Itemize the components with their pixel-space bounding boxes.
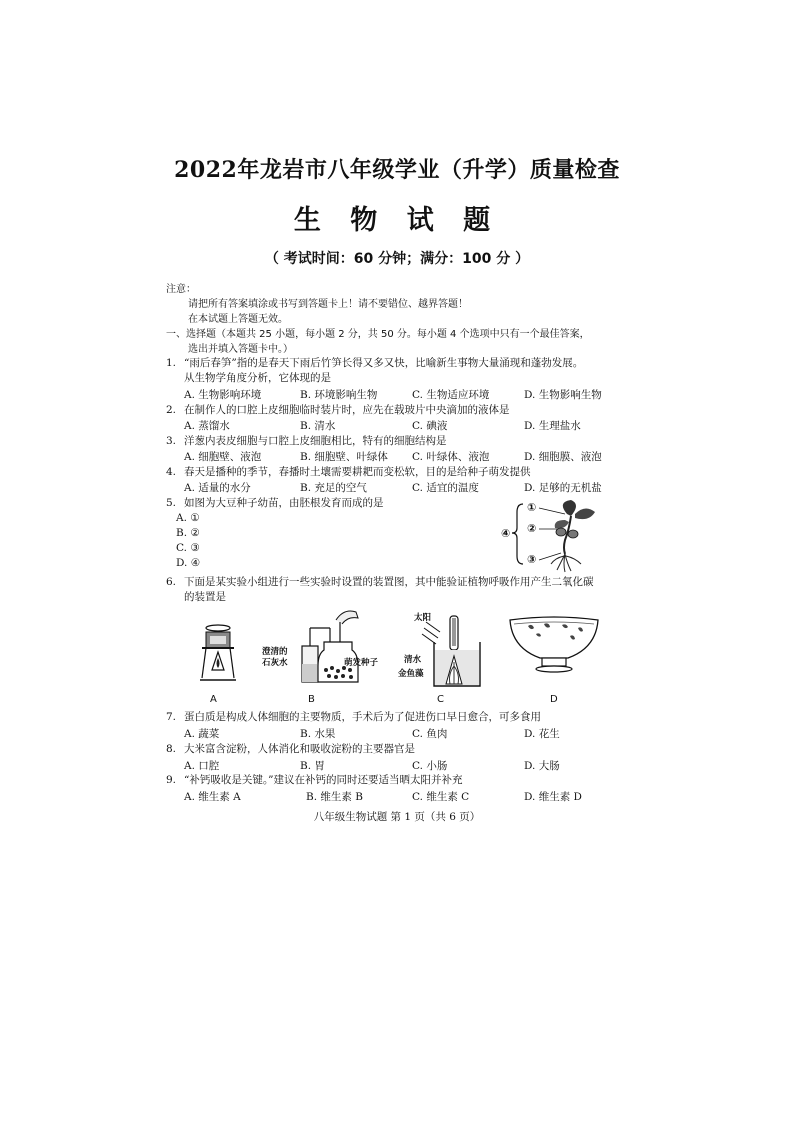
question-8-option-b[interactable]: B. 胃 <box>300 760 325 772</box>
question-6-stem-cont: 的装置是 <box>184 591 226 603</box>
label-water: 清水 <box>404 655 422 665</box>
question-1-option-a[interactable]: A. 生物影响环境 <box>184 389 262 401</box>
exam-title: 2022年龙岩市八年级学业（升学）质量检查 <box>174 157 620 183</box>
apparatus-b-figure <box>296 606 364 688</box>
question-1-option-d[interactable]: D. 生物影响生物 <box>524 389 602 401</box>
question-6-stem: 下面是某实验小组进行一些实验时设置的装置图，其中能验证植物呼吸作用产生二氧化碳 <box>184 576 594 588</box>
notice-label: 注意： <box>166 284 196 295</box>
question-5-number: 5. <box>166 497 177 509</box>
question-5-option-b[interactable]: B. ② <box>176 527 200 539</box>
figure-caption-a: A <box>210 694 217 705</box>
figure-caption-c: C <box>437 694 444 705</box>
question-1-option-b[interactable]: B. 环境影响生物 <box>300 389 378 401</box>
question-4-option-c[interactable]: C. 适宜的温度 <box>412 482 479 494</box>
question-7-option-c[interactable]: C. 鱼肉 <box>412 728 448 740</box>
seedling-label-3: ③ <box>527 553 537 566</box>
question-3-option-b[interactable]: B. 细胞壁、叶绿体 <box>300 451 388 463</box>
question-2-option-d[interactable]: D. 生理盐水 <box>524 420 581 432</box>
label-sun: 太阳 <box>414 613 432 623</box>
question-9-stem: “补钙吸收是关键。”建议在补钙的同时还要适当晒太阳并补充 <box>184 774 463 786</box>
page-footer: 八年级生物试题 第 1 页（共 6 页） <box>313 811 481 823</box>
question-8-option-a[interactable]: A. 口腔 <box>184 760 220 772</box>
question-1-stem-cont: 从生物学角度分析，它体现的是 <box>184 372 331 384</box>
question-1-number: 1. <box>166 357 177 369</box>
seedling-label-1: ① <box>527 501 537 514</box>
question-8-option-c[interactable]: C. 小肠 <box>412 760 448 772</box>
question-9-number: 9. <box>166 774 177 786</box>
question-5-option-a[interactable]: A. ① <box>176 512 200 524</box>
question-5-option-d[interactable]: D. ④ <box>176 557 201 569</box>
question-9-option-b[interactable]: B. 维生素 B <box>306 791 363 803</box>
section-heading-cont: 选出并填入答题卡中。） <box>188 344 293 355</box>
question-3-option-d[interactable]: D. 细胞膜、液泡 <box>524 451 602 463</box>
question-1-option-c[interactable]: C. 生物适应环境 <box>412 389 490 401</box>
label-lime-water-2: 石灰水 <box>262 658 288 668</box>
question-7-option-b[interactable]: B. 水果 <box>300 728 336 740</box>
question-2-option-c[interactable]: C. 碘液 <box>412 420 448 432</box>
question-9-option-a[interactable]: A. 维生素 A <box>184 791 241 803</box>
question-7-option-a[interactable]: A. 蔬菜 <box>184 728 220 740</box>
question-4-option-a[interactable]: A. 适量的水分 <box>184 482 251 494</box>
question-4-option-d[interactable]: D. 足够的无机盐 <box>524 482 602 494</box>
label-lime-water: 澄清的 <box>262 647 288 657</box>
question-4-number: 4. <box>166 466 177 478</box>
apparatus-a-figure <box>198 622 238 688</box>
figure-caption-d: D <box>550 694 558 705</box>
figure-caption-b: B <box>308 694 315 705</box>
label-germinating-seeds: 萌发种子 <box>344 658 379 668</box>
question-4-option-b[interactable]: B. 充足的空气 <box>300 482 367 494</box>
question-8-option-d[interactable]: D. 大肠 <box>524 760 560 772</box>
seedling-label-2: ② <box>527 522 537 535</box>
notice-line2: 在本试题上答题无效。 <box>188 314 288 325</box>
notice-line1: 请把所有答案填涂或书写到答题卡上！请不要错位、越界答题！ <box>188 299 468 310</box>
question-7-number: 7. <box>166 711 177 723</box>
question-2-stem: 在制作人的口腔上皮细胞临时装片时，应先在载玻片中央滴加的液体是 <box>184 404 510 416</box>
question-5-option-c[interactable]: C. ③ <box>176 542 200 554</box>
question-1-stem: “雨后春笋”指的是春天下雨后竹笋长得又多又快，比喻新生事物大量涌现和蓬勃发展。 <box>184 357 584 369</box>
seedling-figure <box>495 498 605 573</box>
question-2-option-a[interactable]: A. 蒸馏水 <box>184 420 230 432</box>
question-8-number: 8. <box>166 743 177 755</box>
question-8-stem: 大米富含淀粉，人体消化和吸收淀粉的主要器官是 <box>184 743 415 755</box>
exam-info: （ 考试时间：60 分钟；满分：100 分 ） <box>264 251 530 267</box>
seedling-label-4: ④ <box>501 527 511 540</box>
question-7-stem: 蛋白质是构成人体细胞的主要物质，手术后为了促进伤口早日愈合，可多食用 <box>184 711 541 723</box>
question-2-option-b[interactable]: B. 清水 <box>300 420 336 432</box>
question-2-number: 2. <box>166 404 177 416</box>
question-5-stem: 如图为大豆种子幼苗，由胚根发育而成的是 <box>184 497 384 509</box>
question-9-option-c[interactable]: C. 维生素 C <box>412 791 470 803</box>
subject-title: 生 物 试 题 <box>293 205 501 236</box>
question-9-option-d[interactable]: D. 维生素 D <box>524 791 582 803</box>
question-3-option-c[interactable]: C. 叶绿体、液泡 <box>412 451 490 463</box>
question-7-option-d[interactable]: D. 花生 <box>524 728 560 740</box>
question-4-stem: 春天是播种的季节，春播时土壤需要耕耙而变松软，目的是给种子萌发提供 <box>184 466 531 478</box>
question-6-number: 6. <box>166 576 177 588</box>
section-heading: 一、选择题（本题共 25 小题，每小题 2 分，共 50 分。每小题 4 个选项中只有一个最佳答案， <box>166 329 590 340</box>
question-3-option-a[interactable]: A. 细胞壁、液泡 <box>184 451 262 463</box>
question-3-number: 3. <box>166 435 177 447</box>
apparatus-d-figure <box>504 612 604 676</box>
question-3-stem: 洋葱内表皮细胞与口腔上皮细胞相比，特有的细胞结构是 <box>184 435 447 447</box>
label-algae: 金鱼藻 <box>398 669 424 679</box>
